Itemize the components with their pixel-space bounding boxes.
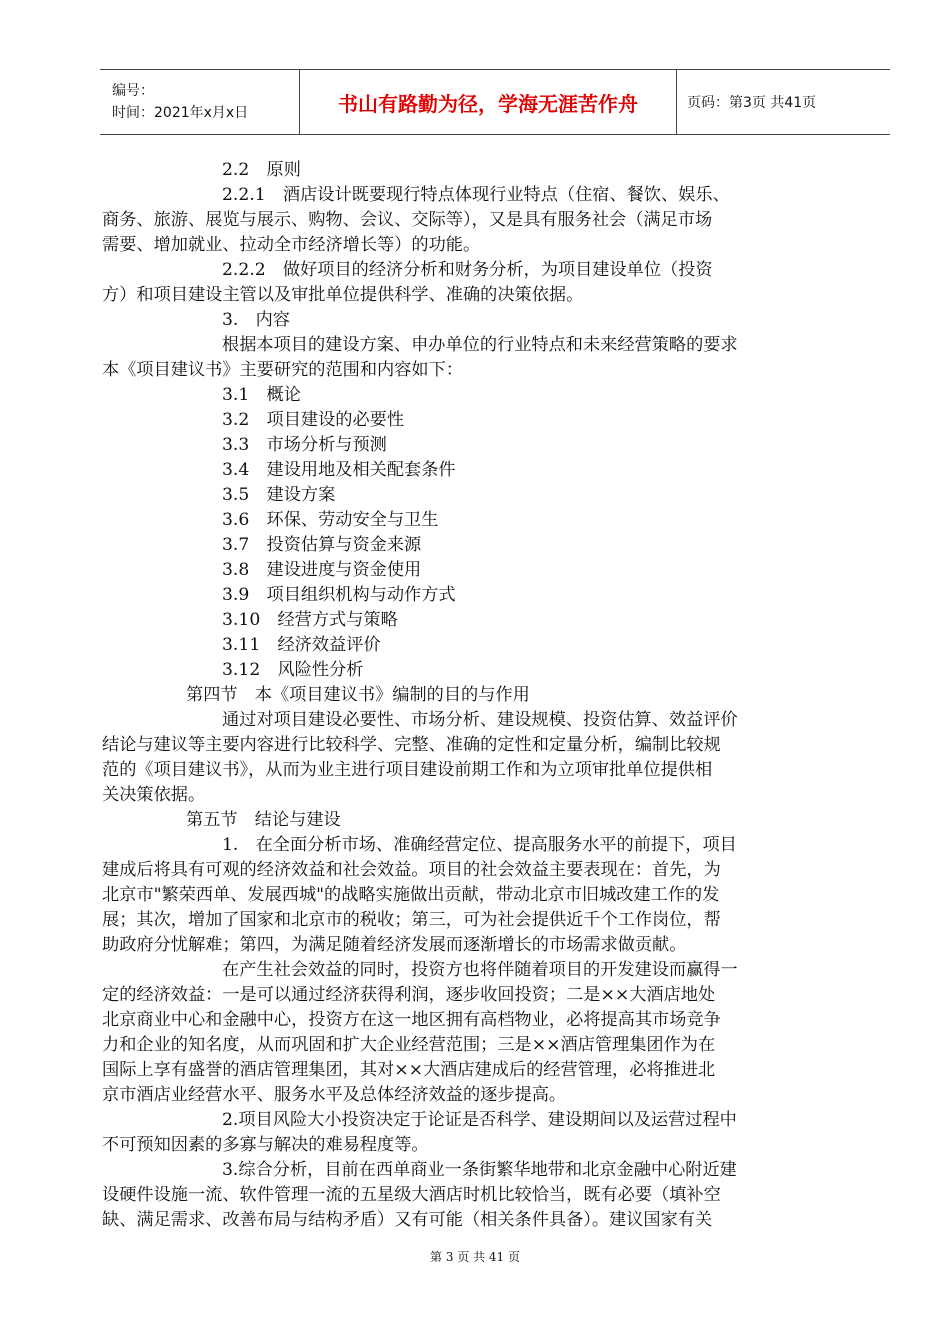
text-line: 3.3 市场分析与预测	[222, 435, 387, 455]
header-page-number: 页码：第3页 共41页	[687, 95, 817, 111]
text-line: 3.9 项目组织机构与动作方式	[222, 585, 456, 605]
text-line: 京市酒店业经营水平、服务水平及总体经济效益的逐步提高。	[102, 1085, 567, 1105]
text-line: 通过对项目建设必要性、市场分析、建设规模、投资估算、效益评价	[222, 710, 738, 730]
text-line: 设硬件设施一流、软件管理一流的五星级大酒店时机比较恰当，既有必要（填补空	[102, 1185, 721, 1205]
text-line: 范的《项目建议书》，从而为业主进行项目建设前期工作和为立项审批单位提供相	[102, 760, 713, 780]
text-line: 3.10 经营方式与策略	[222, 610, 398, 630]
text-line: 3.综合分析，目前在西单商业一条街繁华地带和北京金融中心附近建	[222, 1160, 737, 1180]
text-line: 方）和项目建设主管以及审批单位提供科学、准确的决策依据。	[102, 285, 584, 305]
text-line: 北京商业中心和金融中心，投资方在这一地区拥有高档物业，必将提高其市场竞争	[102, 1010, 721, 1030]
text-line: 3.6 环保、劳动安全与卫生	[222, 510, 439, 530]
text-line: 3.1 概论	[222, 385, 301, 405]
text-line: 国际上享有盛誉的酒店管理集团，其对××大酒店建成后的经营管理，必将推进北	[102, 1060, 716, 1080]
text-line: 3.11 经济效益评价	[222, 635, 381, 655]
text-line: 2.2.2 做好项目的经济分析和财务分析，为项目建设单位（投资	[222, 260, 713, 280]
text-line: 2.项目风险大小投资决定于论证是否科学、建设期间以及运营过程中	[222, 1110, 737, 1130]
text-line: 结论与建议等主要内容进行比较科学、完整、准确的定性和定量分析，编制比较规	[102, 735, 721, 755]
document-number-label: 编号：	[112, 83, 154, 99]
text-line: 3.12 风险性分析	[222, 660, 364, 680]
header-info-cell	[100, 70, 300, 134]
text-line: 助政府分忧解难；第四，为满足随着经济发展而逐渐增长的市场需求做贡献。	[102, 935, 687, 955]
text-line: 需要、增加就业、拉动全市经济增长等）的功能。	[102, 235, 481, 255]
text-line: 3. 内容	[222, 310, 290, 330]
text-line: 1. 在全面分析市场、准确经营定位、提高服务水平的前提下，项目	[222, 835, 737, 855]
text-line: 第五节 结论与建设	[186, 810, 341, 830]
text-line: 北京市"繁荣西单、发展西城"的战略实施做出贡献，带动北京市旧城改建工作的发	[102, 885, 720, 905]
text-line: 本《项目建议书》主要研究的范围和内容如下：	[102, 360, 463, 380]
text-line: 3.8 建设进度与资金使用	[222, 560, 422, 580]
document-time-label: 时间：2021年x月x日	[112, 105, 249, 121]
text-line: 2.2 原则	[222, 160, 301, 180]
page-header	[100, 69, 890, 135]
document-body	[102, 158, 850, 1233]
text-line: 关决策依据。	[102, 785, 206, 805]
text-line: 缺、满足需求、改善布局与结构矛盾）又有可能（相关条件具备）。建议国家有关	[102, 1210, 713, 1230]
text-line: 3.5 建设方案	[222, 485, 336, 505]
text-line: 定的经济效益：一是可以通过经济获得利润，逐步收回投资；二是××大酒店地处	[102, 985, 716, 1005]
text-line: 3.4 建设用地及相关配套条件	[222, 460, 456, 480]
text-line: 展；其次，增加了国家和北京市的税收；第三，可为社会提供近千个工作岗位，帮	[102, 910, 721, 930]
text-line: 根据本项目的建设方案、申办单位的行业特点和未来经营策略的要求	[222, 335, 738, 355]
text-line: 3.7 投资估算与资金来源	[222, 535, 422, 555]
text-line: 2.2.1 酒店设计既要现行特点体现行业特点（住宿、餐饮、娱乐、	[222, 185, 730, 205]
page-footer: 第 3 页 共 41 页	[430, 1250, 520, 1264]
text-line: 力和企业的知名度，从而巩固和扩大企业经营范围；三是××酒店管理集团作为在	[102, 1035, 716, 1055]
header-motto: 书山有路勤为径，学海无涯苦作舟	[300, 70, 677, 134]
text-line: 不可预知因素的多寡与解决的难易程度等。	[102, 1135, 429, 1155]
text-line: 第四节 本《项目建议书》编制的目的与作用	[186, 685, 530, 705]
text-line: 建成后将具有可观的经济效益和社会效益。项目的社会效益主要表现在：首先，为	[102, 860, 721, 880]
text-line: 3.2 项目建设的必要性	[222, 410, 405, 430]
text-line: 商务、旅游、展览与展示、购物、会议、交际等），又是具有服务社会（满足市场	[102, 210, 713, 230]
text-line: 在产生社会效益的同时，投资方也将伴随着项目的开发建设而赢得一	[222, 960, 738, 980]
